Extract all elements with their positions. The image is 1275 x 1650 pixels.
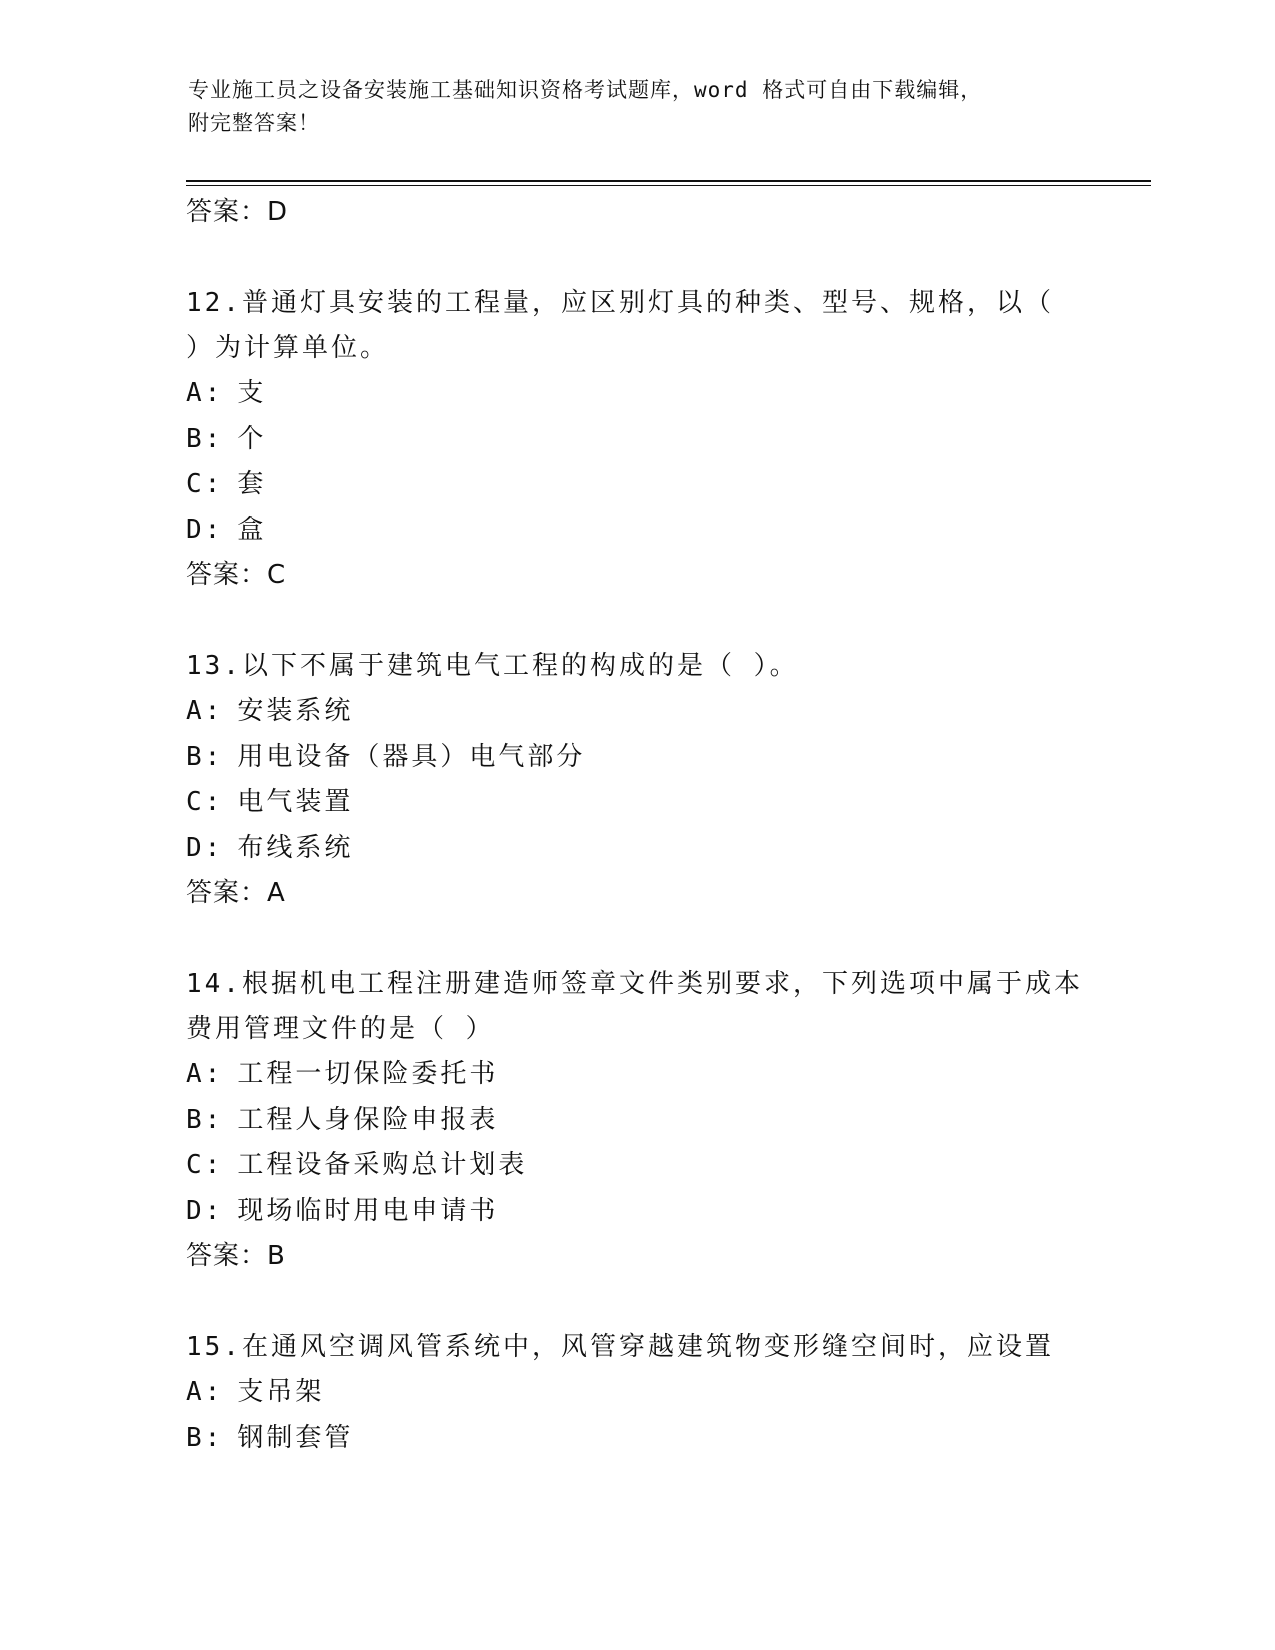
option-colon: : <box>204 832 224 863</box>
option-letter: B <box>186 423 205 454</box>
option-b <box>186 417 1086 463</box>
option-d <box>186 1189 1086 1235</box>
option-d <box>186 826 1086 872</box>
question-list <box>186 190 1086 1461</box>
option-b <box>186 735 1086 781</box>
question-14 <box>186 962 1086 1278</box>
header-line-1: 专业施工员之设备安装施工基础知识资格考试题库，word 格式可自由下载编辑， <box>188 78 983 102</box>
option-text: 支 <box>237 378 267 408</box>
question-text: 15.在通风空调风管系统中，风管穿越建筑物变形缝空间时，应设置 <box>186 1332 1054 1362</box>
option-colon: : <box>204 1059 224 1089</box>
option-a <box>186 1370 1086 1416</box>
header-line-2: 附完整答案！ <box>188 111 320 135</box>
option-letter: C <box>186 787 205 817</box>
option-text: 工程一切保险委托书 <box>237 1059 499 1089</box>
question-12 <box>186 281 1086 597</box>
header-rule-thin <box>186 185 1151 186</box>
option-text: 安装系统 <box>237 696 354 726</box>
option-letter: D <box>186 514 205 545</box>
answer-line: 答案：A <box>186 878 286 908</box>
option-letter: A <box>186 696 205 726</box>
question-text: 12.普通灯具安装的工程量，应区别灯具的种类、型号、规格，以（ ）为计算单位。 <box>186 288 1054 363</box>
option-colon: : <box>204 1422 224 1453</box>
option-text: 用电设备（器具）电气部分 <box>237 741 586 772</box>
previous-answer: 答案：D <box>186 197 289 227</box>
option-colon: : <box>204 1377 224 1407</box>
option-colon: : <box>204 514 224 545</box>
option-colon: : <box>204 696 224 726</box>
option-c <box>186 462 1086 508</box>
option-text: 现场临时用电申请书 <box>237 1195 499 1226</box>
answer-line: 答案：C <box>186 560 287 590</box>
option-colon: : <box>204 1104 224 1135</box>
option-letter: D <box>186 1195 205 1226</box>
question-15 <box>186 1325 1086 1461</box>
option-b <box>186 1416 1086 1462</box>
option-b <box>186 1098 1086 1144</box>
option-colon: : <box>204 741 224 772</box>
option-text: 布线系统 <box>237 832 354 863</box>
option-colon: : <box>204 1195 224 1226</box>
option-letter: A <box>186 378 205 408</box>
document-header <box>188 74 1068 140</box>
option-text: 个 <box>237 423 267 454</box>
option-text: 支吊架 <box>237 1377 325 1407</box>
option-c <box>186 1143 1086 1189</box>
option-letter: C <box>186 1150 205 1180</box>
option-letter: A <box>186 1377 205 1407</box>
question-text: 14.根据机电工程注册建造师签章文件类别要求，下列选项中属于成本费用管理文件的是（ ） <box>186 969 1083 1044</box>
option-letter: D <box>186 832 205 863</box>
option-text: 工程人身保险申报表 <box>237 1104 499 1135</box>
question-text: 13.以下不属于建筑电气工程的构成的是（ ）。 <box>186 651 799 681</box>
option-c <box>186 780 1086 826</box>
option-colon: : <box>204 787 224 817</box>
option-letter: B <box>186 1104 205 1135</box>
option-colon: : <box>204 378 224 408</box>
option-colon: : <box>204 1150 224 1180</box>
option-letter: B <box>186 1422 205 1453</box>
option-letter: C <box>186 469 205 499</box>
option-a <box>186 689 1086 735</box>
question-13 <box>186 644 1086 915</box>
option-text: 电气装置 <box>237 787 354 817</box>
option-a <box>186 371 1086 417</box>
option-text: 盒 <box>237 514 267 545</box>
option-colon: : <box>204 469 224 499</box>
header-rule-thick <box>186 180 1151 182</box>
option-text: 套 <box>237 469 267 499</box>
option-letter: A <box>186 1059 205 1089</box>
option-text: 工程设备采购总计划表 <box>237 1150 528 1180</box>
option-d <box>186 508 1086 554</box>
option-a <box>186 1052 1086 1098</box>
option-letter: B <box>186 741 205 772</box>
answer-line: 答案：B <box>186 1241 286 1271</box>
option-text: 钢制套管 <box>237 1422 354 1453</box>
option-colon: : <box>204 423 224 454</box>
